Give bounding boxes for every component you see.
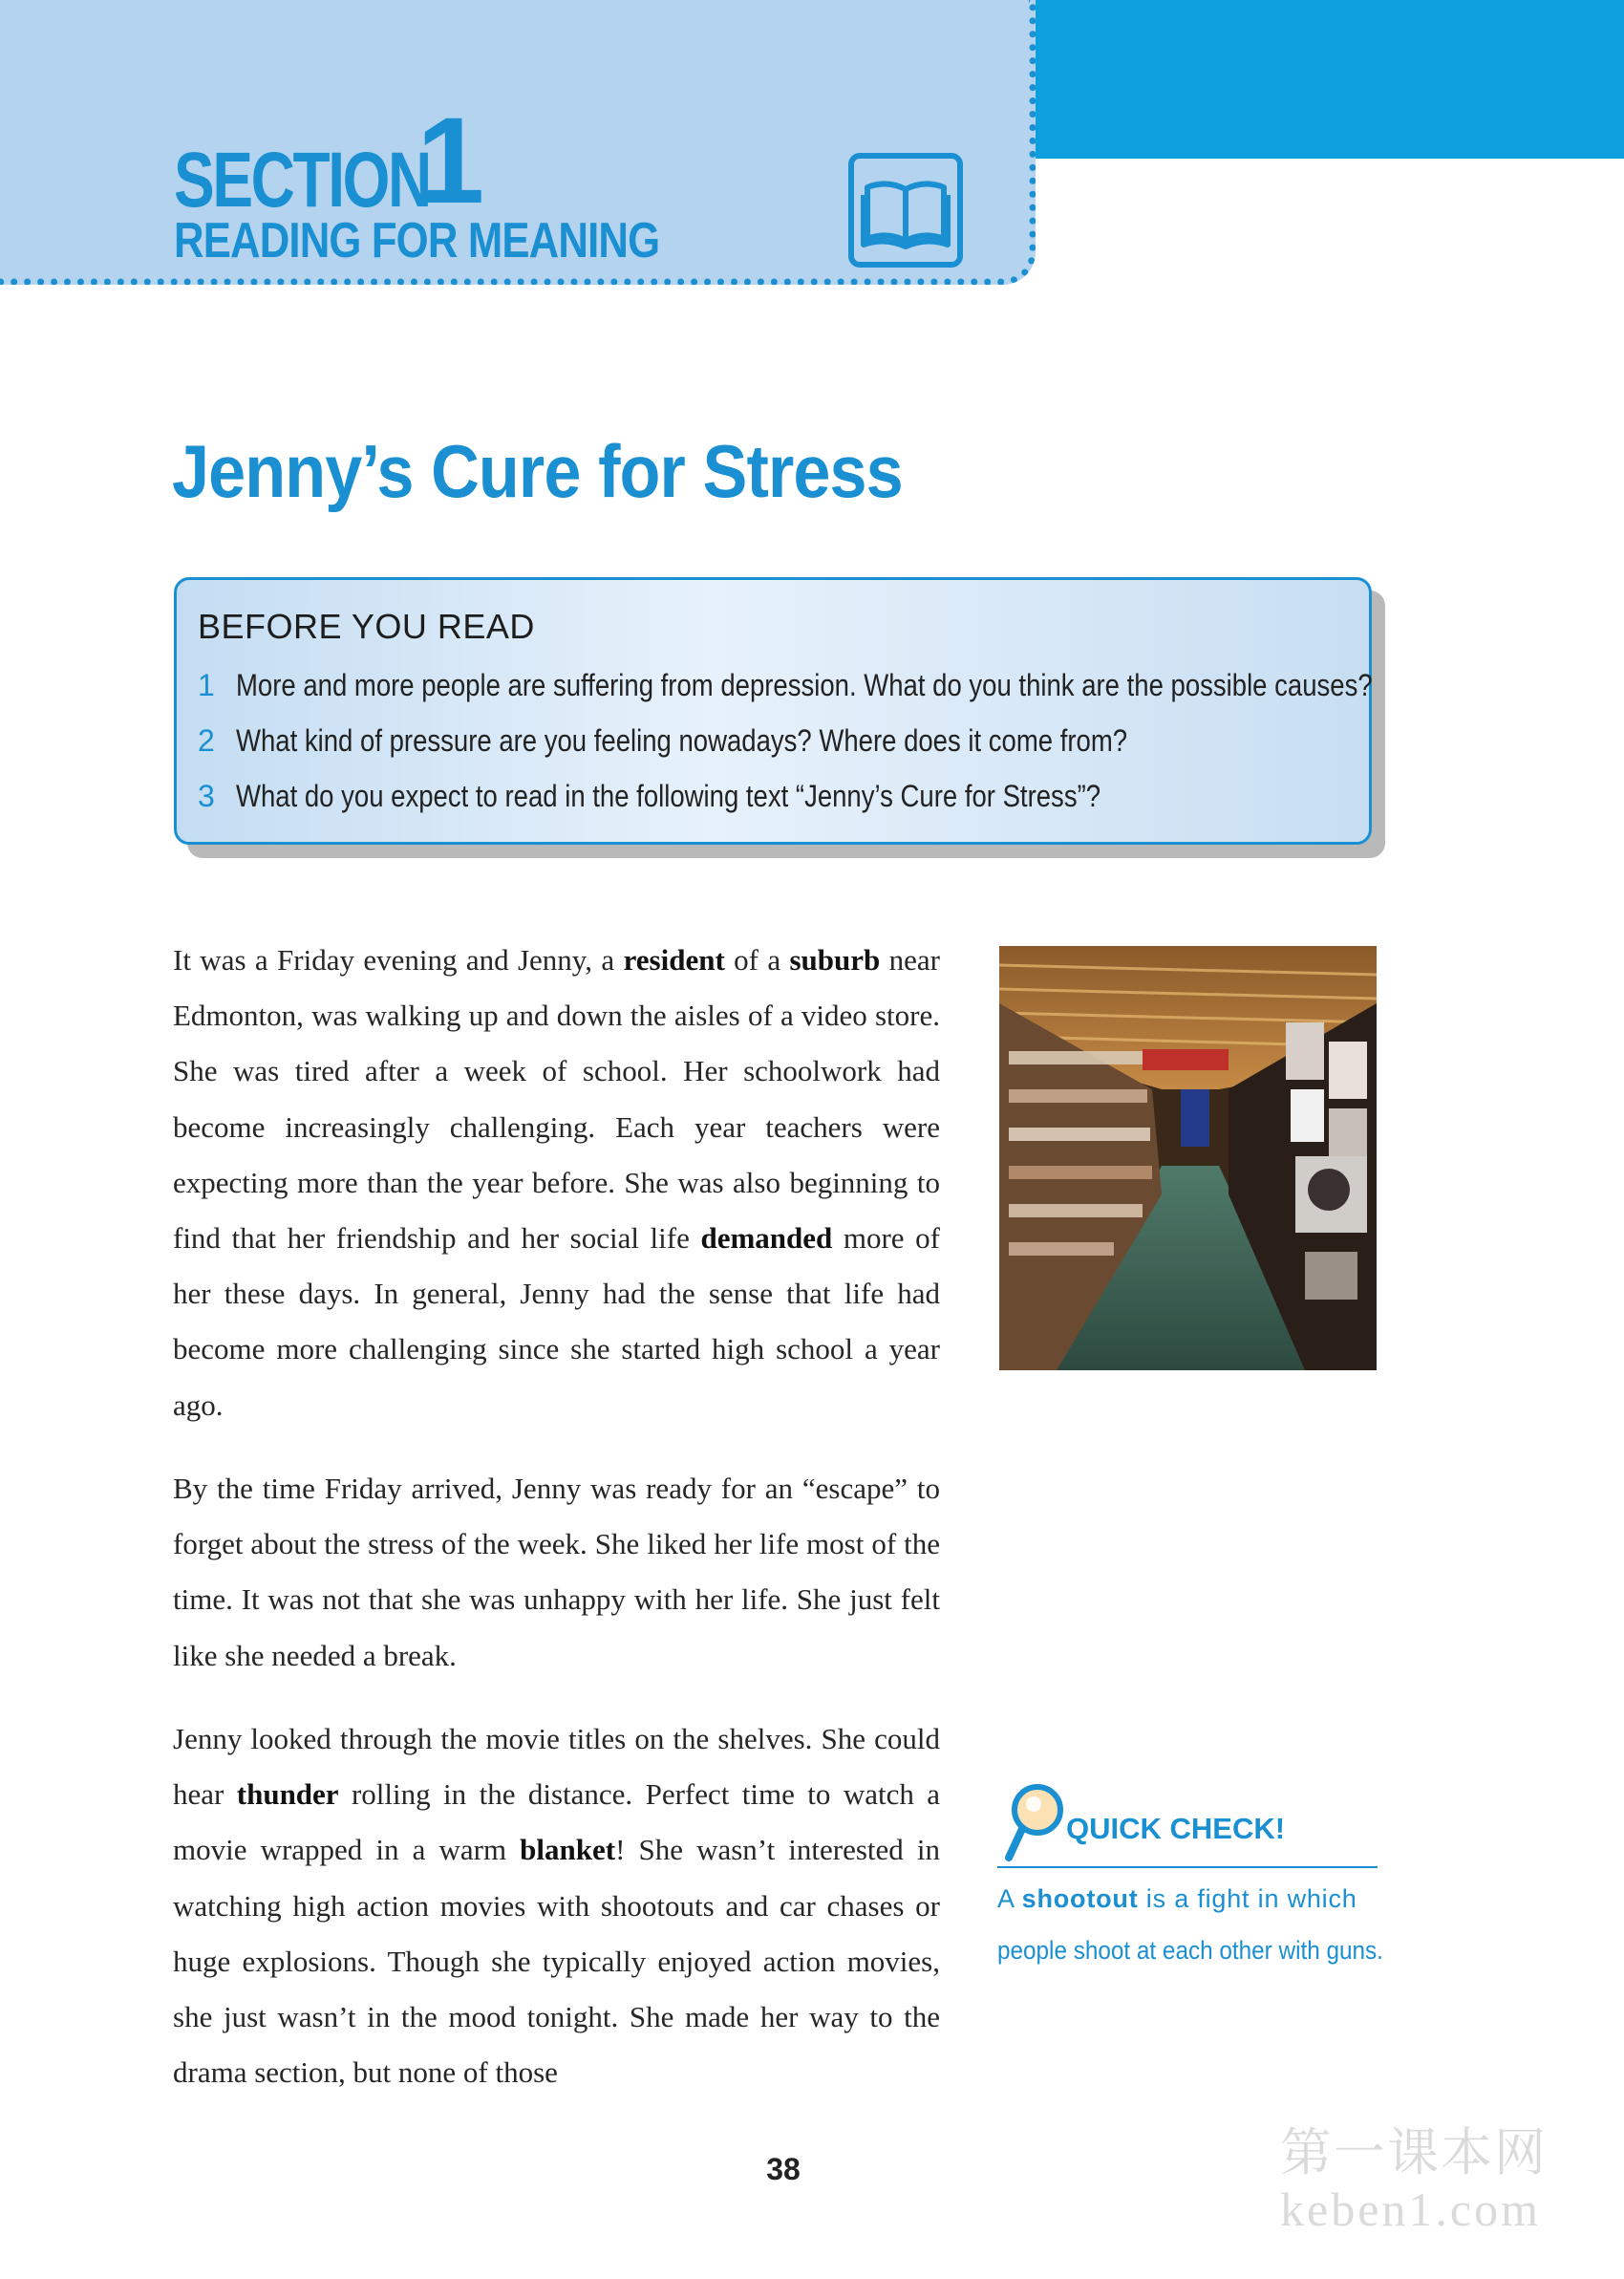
section-number: 1 — [417, 93, 485, 229]
before-you-read-box — [174, 577, 1372, 845]
vocab-thunder: thunder — [236, 1777, 339, 1812]
section-header — [0, 0, 1036, 285]
magnifier-icon — [1003, 1781, 1066, 1865]
vocab-blanket: blanket — [520, 1833, 616, 1867]
page-title: Jenny’s Cure for Stress — [172, 429, 903, 513]
before-you-read-heading: BEFORE YOU READ — [198, 607, 535, 646]
quick-check-definition: A shootout is a fight in which — [997, 1884, 1357, 1913]
vocab-suburb: suburb — [789, 943, 881, 977]
quick-check-divider — [997, 1866, 1378, 1868]
page-number: 38 — [766, 2152, 801, 2186]
reading-column — [173, 933, 940, 1433]
question-item: 2 What kind of pressure are you feeling nowadays? Where does it come from? — [198, 723, 1128, 758]
paragraph-1: It was a Friday evening and Jenny, a resident of a suburb near Edmonton, was walking up and down the aisles of a video store. She was tired after a week of school. Her schoolwork had become increasingly challenging. Each year teachers were expecting more than the year before. She was also beginning to find that her friendship and her social life demanded more of her these days. In general, Jenny had the sense that life had become more challenging since she started high school a year ago. — [173, 943, 940, 1422]
header-accent-bar — [1030, 0, 1624, 159]
vocab-resident: resident — [623, 943, 725, 977]
video-store-photo — [999, 946, 1377, 1370]
open-book-icon — [848, 153, 963, 268]
paragraph-3: Jenny looked through the movie titles on the shelves. She could hear thunder rolling in the distance. Perfect time to watch a movie wrapped in a warm blanket! She wasn’t interested in watching high action movies with shootouts and car chases or huge explosions. Though she typically enjoyed action movies, she just wasn’t in the mood tonight. She made her way to the drama section, but none of those — [173, 1722, 941, 2090]
reading-column — [173, 1461, 940, 1684]
question-item: 1 More and more people are suffering from depression. What do you think are the possible causes? — [198, 668, 1373, 702]
section-word: SECTION — [174, 137, 430, 224]
watermark: 第一课本网 keben1.com — [1280, 2122, 1548, 2236]
quick-check-title: QUICK CHECK! — [1066, 1812, 1286, 1845]
quick-check-definition-cont: people shoot at each other with guns. — [997, 1936, 1383, 1965]
paragraph-2: By the time Friday arrived, Jenny was ready for an “escape” to forget about the stress of the week. She liked her life most of the time. It was not that she was unhappy with her life. She just felt like she needed a break. — [173, 1472, 940, 1672]
section-subtitle: READING FOR MEANING — [174, 213, 660, 269]
vocab-demanded: demanded — [700, 1221, 833, 1256]
question-item: 3 What do you expect to read in the following text “Jenny’s Cure for Stress”? — [198, 779, 1101, 813]
reading-column — [173, 1711, 940, 2100]
